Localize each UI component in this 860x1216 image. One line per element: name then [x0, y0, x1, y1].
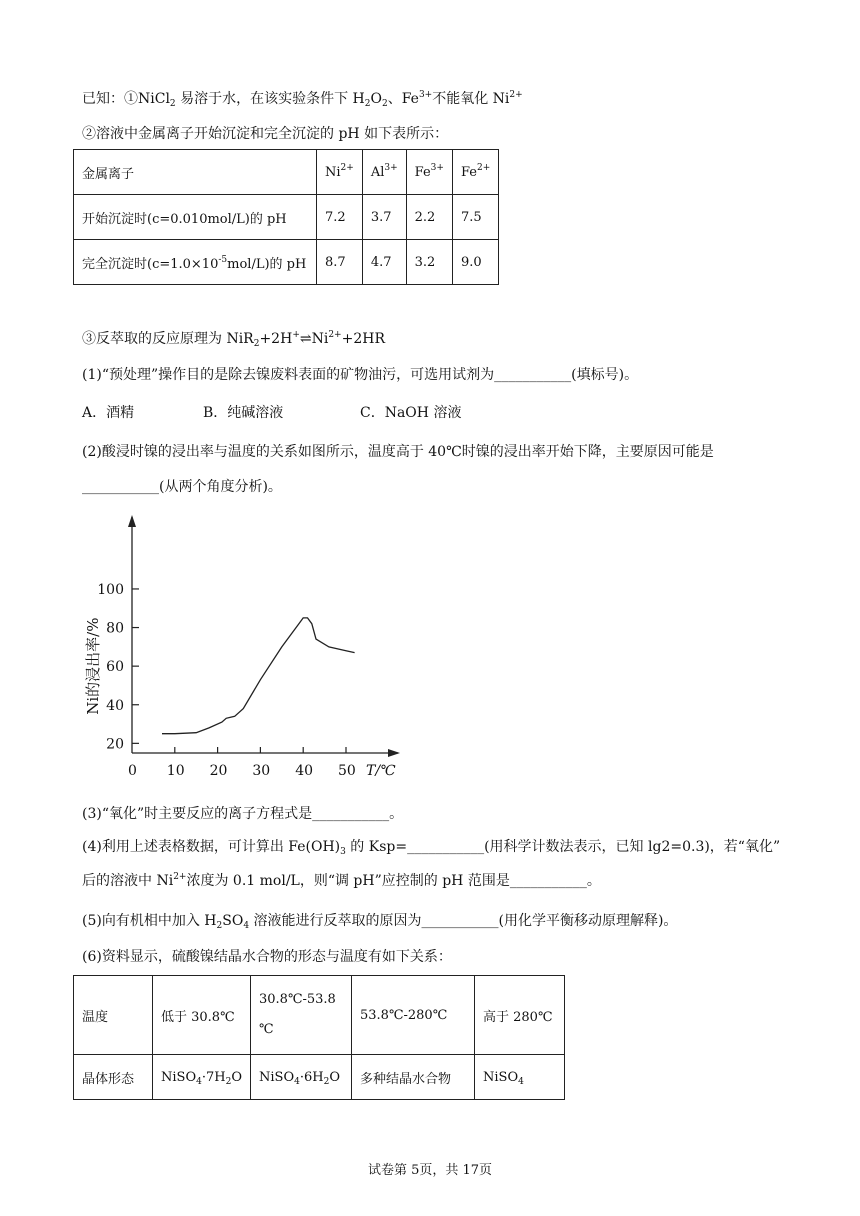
x-tick-label: 40 [295, 763, 314, 779]
table-cell: 温度 [74, 976, 153, 1055]
sub: 3 [340, 847, 346, 857]
note1-text: O [370, 91, 382, 107]
y-axis-arrow-icon [128, 515, 136, 527]
q4-text: 后的溶液中 Ni [82, 873, 174, 889]
sub: 2 [253, 339, 260, 349]
page-footer: 试卷第 5页，共 17页 [367, 1163, 493, 1178]
question-1: (1)“预处理”操作目的是除去镍废料表面的矿物油污，可选用试剂为___________(填标号)。 [82, 367, 639, 383]
sup: 2+ [328, 330, 342, 340]
ion: Ni [325, 164, 341, 180]
label: 完全沉淀时(c=1.0×10 [82, 256, 219, 272]
ion: Al [370, 164, 385, 180]
note3-text: +2H [259, 331, 293, 347]
q5-text: 溶液能进行反萃取的原因为___________(用化学平衡移动原理解释)。 [249, 913, 678, 929]
equilibrium-arrow-icon: ⇌ [299, 331, 312, 347]
option-c: C．NaOH 溶液 [360, 405, 462, 421]
table-cell: 53.8℃-280℃ [352, 976, 475, 1055]
table-cell [362, 150, 406, 195]
temp-range: 30.8℃-53.8 [259, 992, 336, 1007]
sub: 4 [243, 921, 250, 931]
sup: + [292, 330, 300, 340]
table-cell [74, 240, 317, 285]
chart-axes [128, 515, 400, 757]
sup: 2+ [476, 162, 491, 173]
sub: 2 [169, 99, 176, 109]
table-cell: 低于 30.8℃ [153, 976, 251, 1055]
note1-text: 已知：①NiCl [82, 91, 170, 107]
precipitation-ph-table [73, 149, 499, 285]
y-tick-label: 80 [106, 620, 124, 637]
y-tick-label: 40 [106, 697, 124, 714]
note3-text: +2HR [341, 331, 385, 347]
question-3: (3)“氧化”时主要反应的离子方程式是___________。 [82, 806, 404, 822]
chart-ticks [97, 582, 356, 779]
sup: 2+ [173, 872, 187, 882]
question-4-line-1 [82, 838, 780, 856]
x-axis-label: T/℃ [366, 763, 396, 779]
sub: 2 [381, 99, 388, 109]
question-2-line-1: (2)酸浸时镍的浸出率与温度的关系如图所示，温度高于 40℃时镍的浸出率开始下降，主要原因可能是 [82, 444, 714, 460]
sub: 4 [294, 1076, 300, 1087]
formula: ·7H [201, 1069, 226, 1085]
table-cell: 2.2 [406, 195, 452, 240]
q4-text: (4)利用上述表格数据，可计算出 Fe(OH) [82, 839, 341, 855]
table-row [74, 195, 499, 240]
option-a: A．酒精 [82, 405, 135, 421]
known-note-1 [82, 90, 523, 108]
question-5 [82, 912, 677, 930]
leaching-rate-line [162, 618, 355, 734]
table-cell [452, 150, 498, 195]
sub: 2 [216, 921, 223, 931]
table-cell [317, 150, 363, 195]
sup: 2+ [340, 162, 354, 173]
table-cell: 3.7 [362, 195, 406, 240]
ion: Fe [414, 164, 431, 180]
x-axis-arrow-icon [388, 749, 400, 757]
ion: Fe [460, 164, 477, 180]
q4-text: 的 Ksp=___________(用科学计数法表示，已知 lg2=0.3)，若“氧化” [345, 839, 781, 855]
table-cell [153, 1055, 251, 1100]
table-cell: 8.7 [317, 240, 363, 285]
question-4-line-2 [82, 872, 601, 890]
question-6: (6)资料显示，硫酸镍结晶水合物的形态与温度有如下关系： [82, 949, 452, 965]
q4-text: 浓度为 0.1 mol/L，则“调 pH”应控制的 pH 范围是___________。 [186, 873, 601, 889]
formula: NiSO [161, 1069, 197, 1085]
table-cell: 开始沉淀时(c=0.010mol/L)的 pH [74, 195, 317, 240]
y-tick-label: 100 [97, 581, 124, 598]
table-row [74, 240, 499, 285]
table-cell [251, 1055, 352, 1100]
q5-text: (5)向有机相中加入 H [82, 913, 217, 929]
y-axis-label: Ni的浸出率/% [84, 617, 102, 715]
table-cell: 高于 280℃ [475, 976, 565, 1055]
x-tick-label: 10 [166, 763, 185, 779]
table-cell: 金属离子 [74, 150, 317, 195]
question-2-line-2: ___________(从两个角度分析)。 [82, 479, 282, 495]
note1-text: 、Fe [387, 91, 419, 107]
table-cell: 多种结晶水合物 [352, 1055, 475, 1100]
leaching-rate-chart [80, 505, 420, 790]
y-tick-label: 20 [106, 736, 124, 753]
table-cell [251, 976, 352, 1055]
note1-text: 不能氧化 Ni [432, 91, 510, 107]
sub: 2 [364, 99, 371, 109]
note3-text: Ni [311, 331, 329, 347]
formula: O [231, 1069, 242, 1085]
option-b: B．纯碱溶液 [203, 405, 284, 421]
note1-text: 易溶于水，在该实验条件下 H [175, 91, 365, 107]
formula: ·6H [299, 1069, 324, 1085]
x-tick-label: 0 [128, 763, 137, 779]
q5-text: SO [222, 913, 244, 929]
sup: 3+ [430, 162, 444, 173]
sub: 2 [323, 1076, 330, 1087]
known-note-3 [82, 330, 385, 348]
sup: 3+ [418, 90, 433, 100]
table-cell [406, 150, 452, 195]
formula: O [329, 1069, 340, 1085]
x-tick-label: 50 [338, 763, 356, 779]
sub: 4 [196, 1076, 202, 1087]
label: mol/L)的 pH [227, 256, 307, 272]
x-tick-label: 30 [252, 763, 271, 779]
table-row [74, 150, 499, 195]
sub: 2 [225, 1076, 232, 1087]
note3-text: ③反萃取的反应原理为 NiR [82, 331, 254, 347]
formula: NiSO [259, 1069, 295, 1085]
nickel-sulfate-hydrate-table [73, 975, 565, 1100]
table-cell: 3.2 [406, 240, 452, 285]
sup: -5 [218, 254, 228, 265]
temp-range: ℃ [259, 1022, 274, 1037]
x-tick-label: 20 [209, 763, 228, 779]
sup: 2+ [509, 90, 523, 100]
table-row [74, 976, 565, 1055]
sup: 3+ [384, 162, 398, 173]
sub: 4 [518, 1076, 524, 1087]
y-tick-label: 60 [106, 659, 124, 676]
table-cell: 9.0 [452, 240, 498, 285]
table-cell [475, 1055, 565, 1100]
table-cell: 晶体形态 [74, 1055, 153, 1100]
table-row [74, 1055, 565, 1100]
formula: NiSO [483, 1069, 519, 1085]
table-cell: 4.7 [362, 240, 406, 285]
known-note-2: ②溶液中金属离子开始沉淀和完全沉淀的 pH 如下表所示： [82, 126, 449, 142]
table-cell: 7.2 [317, 195, 363, 240]
table-cell: 7.5 [452, 195, 498, 240]
